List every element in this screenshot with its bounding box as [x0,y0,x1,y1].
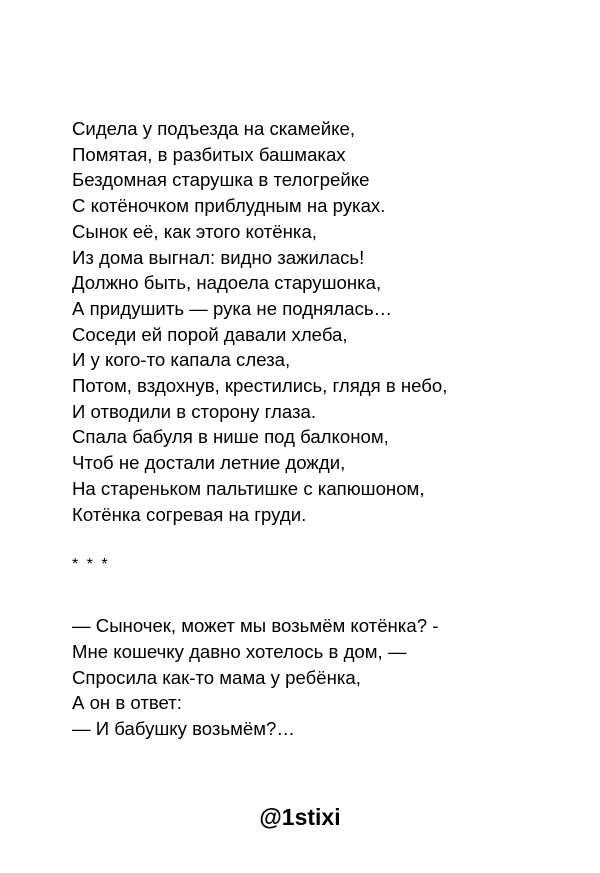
poem-line: Соседи ей порой давали хлеба, [72,323,348,345]
author-handle: @1stixi [259,804,341,830]
poem-line: И отводили в сторону глаза. [72,400,317,422]
poem-line: Чтоб не достали летние дожди, [72,452,346,474]
poem-line: Котёнка согревая на груди. [72,503,307,525]
poem-line: Бездомная старушка в телогрейке [72,169,370,191]
poem-line: С котёночком приблудным на руках. [72,195,386,217]
stanza-1 [72,116,592,527]
poem-line: Мне кошечку давно хотелось в дом, — [72,640,407,662]
poem-line: — Сыночек, может мы возьмём котёнка? - [72,615,439,637]
poem-line: Должно быть, надоела старушонка, [72,272,382,294]
poem-line: Спросила как-то мама у ребёнка, [72,666,361,688]
poem-line: Помятая, в разбитых башмаках [72,143,346,165]
poem [72,116,592,742]
poem-line: Потом, вздохнув, крестились, глядя в небо, [72,375,448,397]
poem-line: Из дома выгнал: видно зажилась! [72,246,365,268]
poem-line: Сидела у подъезда на скамейке, [72,118,355,139]
poem-line: На стареньком пальтишке с капюшоном, [72,477,425,499]
stanza-separator: * * * [72,556,110,574]
poem-line: И у кого-то капала слеза, [72,349,291,371]
poem-line: А придушить — рука не поднялась… [72,297,393,319]
poem-line: А он в ответ: [72,692,182,714]
poem-line: Спала бабуля в нише под балконом, [72,426,389,448]
poem-line: — И бабушку возьмём?… [72,718,295,740]
poem-line: Сынок её, как этого котёнка, [72,220,317,242]
stanza-2 [72,613,592,742]
